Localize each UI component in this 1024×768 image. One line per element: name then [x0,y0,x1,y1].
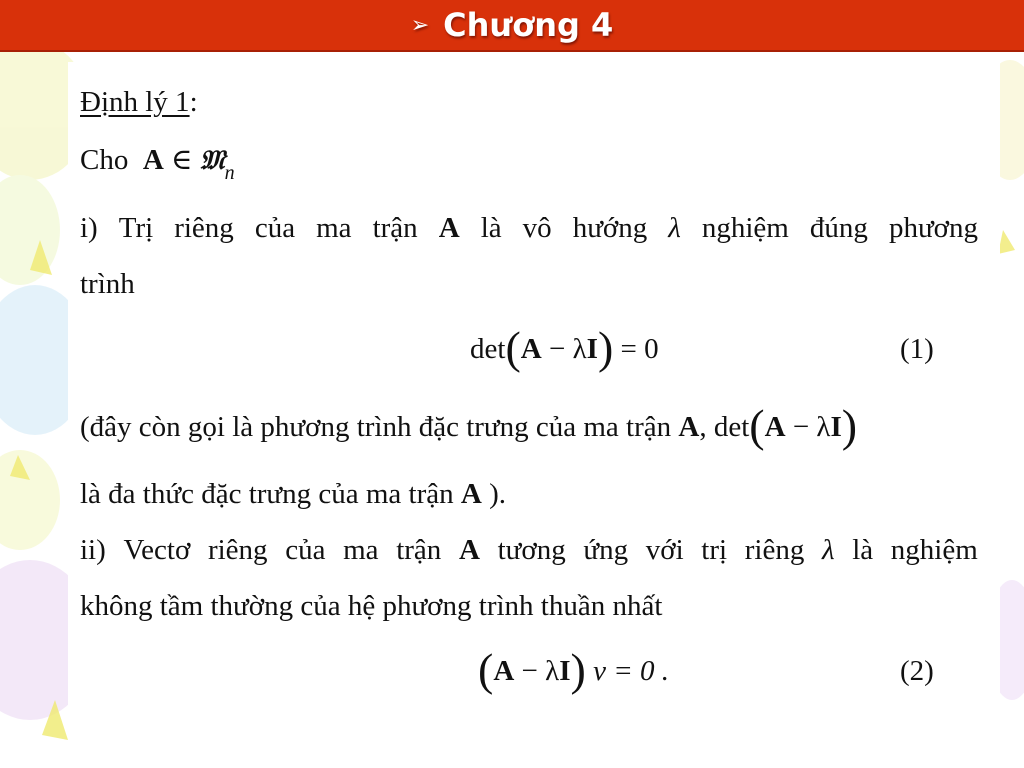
matrix-set-symbol: 𝔐 [199,145,225,176]
equation-number: (1) [900,333,934,365]
slide-header [0,0,1024,52]
part1-line: i) Trị riêng của ma trận A là vô hướng λ nghiệm đúng phương [80,212,978,244]
element-of-symbol: ∈ [171,144,193,176]
slide-title: Chương 4 [443,6,614,44]
slide-content: Định lý 1: Cho A ∈ 𝔐$_n$ i) Trị riêng của ma trận A là vô hướng λ nghiệm đúng phương trình det(A − λI) = 0 (1) (đây còn gọi là phương trình đặc trưng của ma trận A, det(A − λI) là đa thức đặc trưng của ma trận A ). ii) Vectơ riêng của ma trận A tương ứng với trị riêng λ là nghiệm không tầm thường của hệ phương trình thuần nhất (A − λI) v = 0 . (2) [68,62,1000,764]
equation-number: (2) [900,655,934,687]
part2-line: ii) Vectơ riêng của ma trận A tương ứng với trị riêng λ là nghiệm [80,534,978,566]
note-line: (đây còn gọi là phương trình đặc trưng của ma trận A, det(A − λI) [80,400,858,451]
theorem-title: Định lý 1 [80,86,190,118]
arrow-bullet-icon: ➢ [410,12,430,38]
matrix-symbol: A [142,144,164,176]
note-continuation: là đa thức đặc trưng của ma trận A ). [80,478,507,510]
part2-continuation: không tầm thường của hệ phương trình thuần nhất [80,590,663,622]
given-line: Cho A ∈ 𝔐$_n$ [80,144,235,184]
theorem-heading: Định lý 1: [80,86,198,118]
part1-continuation: trình [80,268,135,300]
